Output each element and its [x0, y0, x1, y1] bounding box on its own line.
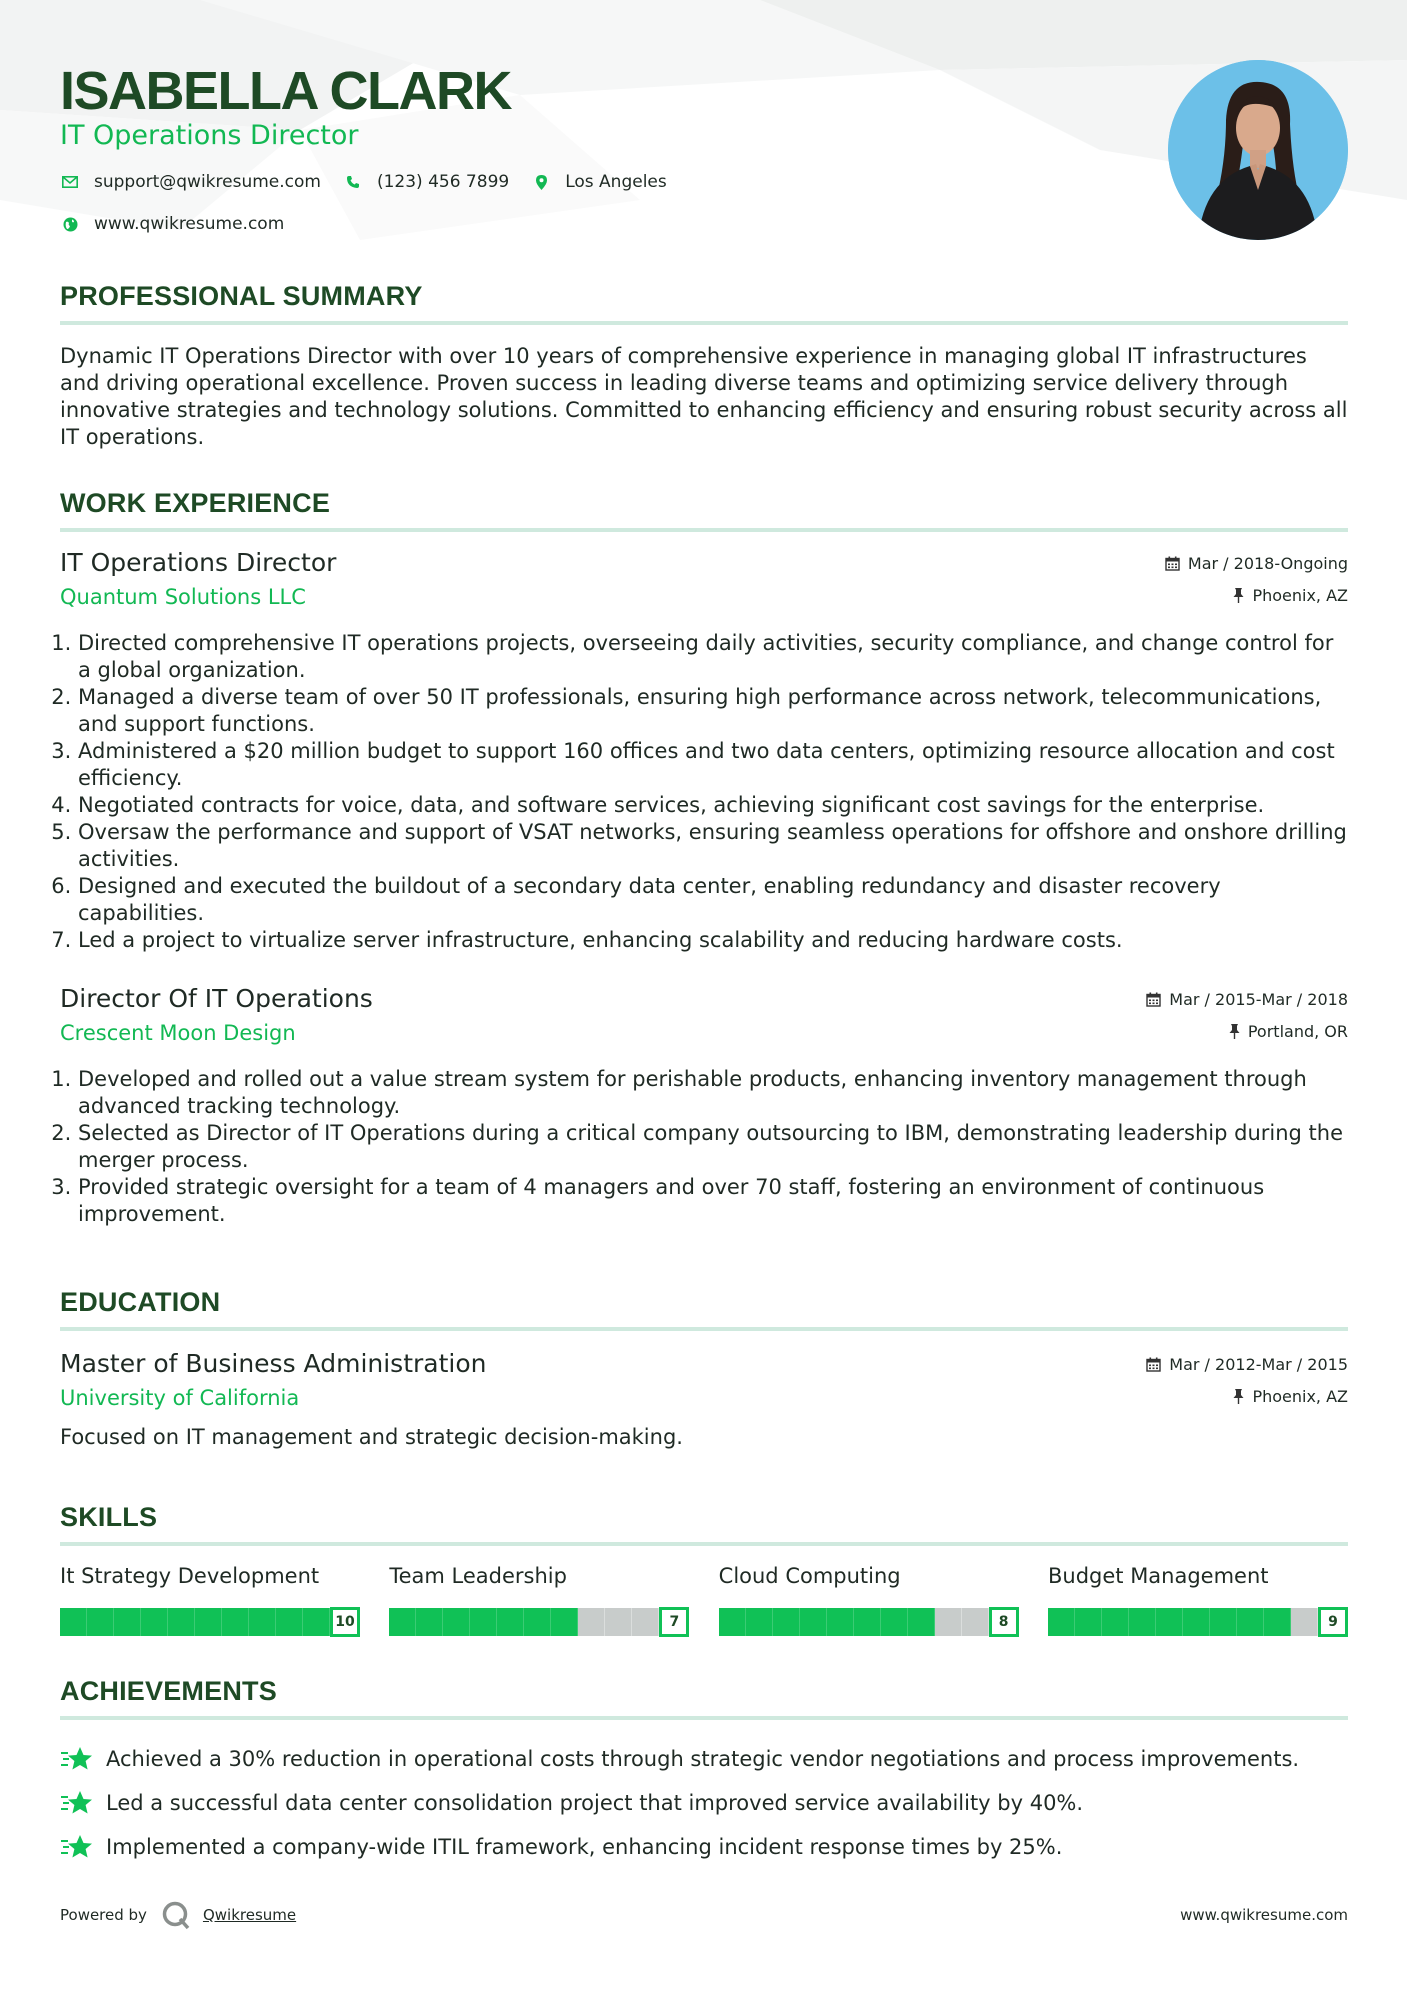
skill-item — [60, 1564, 360, 1638]
skill-track — [389, 1608, 689, 1636]
school-name: University of California — [60, 1386, 300, 1410]
skill-segment-filled — [881, 1608, 908, 1636]
education-dates: Mar / 2012-Mar / 2015 — [1146, 1355, 1348, 1374]
pushpin-icon — [1229, 1024, 1240, 1039]
skill-segment-filled — [470, 1608, 497, 1636]
job-company: Crescent Moon Design — [60, 1021, 296, 1045]
list-item: 2. Managed a diverse team of over 50 IT professionals, ensuring high performance across network, telecommunications, and support functions. — [78, 684, 1348, 738]
qwikresume-logo-icon — [161, 1900, 191, 1930]
contact-row-primary — [60, 172, 689, 192]
education-description: Focused on IT management and strategic decision-making. — [60, 1425, 683, 1449]
email-text: support@qwikresume.com — [94, 172, 321, 192]
skills-heading: SKILLS — [60, 1502, 158, 1532]
skill-segment-filled — [1210, 1608, 1237, 1636]
skill-segment-filled — [1264, 1608, 1291, 1636]
skill-segment-filled — [854, 1608, 881, 1636]
skill-item — [389, 1564, 689, 1638]
envelope-icon — [60, 172, 80, 192]
map-pin-icon — [531, 172, 551, 192]
skill-segment-filled — [249, 1608, 276, 1636]
skill-item — [1048, 1564, 1348, 1638]
achievements-heading: ACHIEVEMENTS — [60, 1676, 277, 1706]
skill-segment-filled — [1129, 1608, 1156, 1636]
skill-segment-filled — [114, 1608, 141, 1636]
list-item: 7. Led a project to virtualize server infrastructure, enhancing scalability and reducing hardware costs. — [78, 927, 1348, 954]
job-bullets — [60, 1066, 1348, 1228]
skill-segment-filled — [87, 1608, 114, 1636]
skill-item — [719, 1564, 1019, 1638]
skill-segment-filled — [1075, 1608, 1102, 1636]
list-item: 4. Negotiated contracts for voice, data, and software services, achieving significant cost savings for the enterprise. — [78, 792, 1348, 819]
skill-segment-filled — [168, 1608, 195, 1636]
list-item: 3. Administered a $20 million budget to support 160 offices and two data centers, optimizing resource allocation and cost efficiency. — [78, 738, 1348, 792]
summary-divider — [60, 321, 1348, 325]
footer-website[interactable]: www.qwikresume.com — [1180, 1906, 1348, 1924]
list-item: Implemented a company-wide ITIL framework, enhancing incident response times by 25%. — [60, 1825, 1348, 1869]
skill-segment-empty — [962, 1608, 989, 1636]
degree-title: Master of Business Administration — [60, 1349, 487, 1378]
contact-row-secondary — [60, 214, 306, 234]
skill-level-badge: 9 — [1318, 1607, 1348, 1637]
skill-name: Budget Management — [1047, 1564, 1269, 1588]
skill-segment-filled — [1156, 1608, 1183, 1636]
skill-segment-filled — [551, 1608, 578, 1636]
website-text: www.qwikresume.com — [94, 214, 285, 234]
list-item: 5. Oversaw the performance and support of VSAT networks, ensuring seamless operations for offshore and onshore drilling activities. — [78, 819, 1348, 873]
phone-icon — [343, 172, 363, 192]
skill-segment-filled — [416, 1608, 443, 1636]
list-item: 6. Designed and executed the buildout of a secondary data center, enabling redundancy and disaster recovery capabilities. — [78, 873, 1348, 927]
skills-list — [60, 1564, 1348, 1638]
skill-segment-filled — [746, 1608, 773, 1636]
skill-segment-filled — [1237, 1608, 1264, 1636]
skill-track — [60, 1608, 360, 1636]
contact-location — [531, 172, 667, 192]
experience-heading: WORK EXPERIENCE — [60, 488, 331, 518]
job-role: IT Operations Director — [60, 548, 337, 577]
calendar-icon — [1146, 1357, 1161, 1372]
job-location: Phoenix, AZ — [1233, 586, 1348, 605]
education-divider — [60, 1327, 1348, 1331]
skill-segment-filled — [524, 1608, 551, 1636]
skill-level-badge: 8 — [989, 1607, 1019, 1637]
skill-segment-filled — [303, 1608, 330, 1636]
pushpin-icon — [1233, 1389, 1244, 1404]
skill-segment-empty — [935, 1608, 962, 1636]
skill-rating-bar — [719, 1606, 1019, 1638]
skill-segment-filled — [1102, 1608, 1129, 1636]
job-location: Portland, OR — [1229, 1022, 1348, 1041]
calendar-icon — [1146, 992, 1161, 1007]
location-text: Los Angeles — [565, 172, 667, 192]
skill-rating-bar — [389, 1606, 689, 1638]
candidate-name: ISABELLA CLARK — [60, 61, 511, 121]
page-footer — [60, 1900, 1348, 1930]
globe-icon — [60, 214, 80, 234]
skill-name: Team Leadership — [389, 1564, 567, 1588]
star-icon — [60, 1788, 94, 1818]
contact-email[interactable] — [60, 172, 321, 192]
skill-segment-filled — [141, 1608, 168, 1636]
skill-segment-empty — [605, 1608, 632, 1636]
skill-track — [719, 1608, 1019, 1636]
skill-segment-filled — [827, 1608, 854, 1636]
job-role: Director Of IT Operations — [60, 984, 373, 1013]
list-item: 2. Selected as Director of IT Operations during a critical company outsourcing to IBM, demonstrating leadership during the merger process. — [78, 1120, 1348, 1174]
experience-divider — [60, 528, 1348, 532]
skill-segment-filled — [276, 1608, 303, 1636]
skill-segment-filled — [1183, 1608, 1210, 1636]
calendar-icon — [1165, 556, 1180, 571]
list-item: 3. Provided strategic oversight for a team of 4 managers and over 70 staff, fostering an environment of continuous improvement. — [78, 1174, 1348, 1228]
skill-segment-filled — [60, 1608, 87, 1636]
skill-segment-filled — [773, 1608, 800, 1636]
skill-name: Cloud Computing — [718, 1564, 901, 1588]
job-bullets — [60, 630, 1348, 954]
phone-text: (123) 456 7899 — [376, 172, 510, 192]
education-location: Phoenix, AZ — [1233, 1387, 1348, 1406]
skill-level-badge: 7 — [659, 1607, 689, 1637]
achievements-list — [60, 1737, 1348, 1869]
star-icon — [60, 1744, 94, 1774]
job-company: Quantum Solutions LLC — [60, 585, 306, 609]
job-dates: Mar / 2015-Mar / 2018 — [1146, 990, 1348, 1009]
list-item: 1. Developed and rolled out a value stream system for perishable products, enhancing inventory management through advanced tracking technology. — [78, 1066, 1348, 1120]
skills-divider — [60, 1542, 1348, 1546]
skill-level-badge: 10 — [330, 1607, 360, 1637]
skill-segment-empty — [632, 1608, 659, 1636]
star-icon — [60, 1832, 94, 1862]
skill-rating-bar — [60, 1606, 360, 1638]
skill-segment-filled — [719, 1608, 746, 1636]
skill-segment-filled — [389, 1608, 416, 1636]
skill-segment-filled — [222, 1608, 249, 1636]
summary-heading: PROFESSIONAL SUMMARY — [60, 281, 423, 311]
list-item: Achieved a 30% reduction in operational costs through strategic vendor negotiations and process improvements. — [60, 1737, 1348, 1781]
contact-website[interactable] — [60, 214, 284, 234]
skill-segment-empty — [1291, 1608, 1318, 1636]
skill-rating-bar — [1048, 1606, 1348, 1638]
skill-segment-filled — [908, 1608, 935, 1636]
skill-segment-filled — [195, 1608, 222, 1636]
profile-photo — [1168, 60, 1348, 240]
footer-branding — [60, 1900, 296, 1930]
skill-name: It Strategy Development — [60, 1564, 320, 1588]
powered-by-label: Powered by — [60, 1906, 147, 1924]
brand-link[interactable]: Qwikresume — [202, 1906, 297, 1924]
skill-track — [1048, 1608, 1348, 1636]
pushpin-icon — [1233, 588, 1244, 603]
skill-segment-filled — [497, 1608, 524, 1636]
skill-segment-empty — [578, 1608, 605, 1636]
skill-segment-filled — [1048, 1608, 1075, 1636]
skill-segment-filled — [443, 1608, 470, 1636]
list-item: Led a successful data center consolidation project that improved service availability by 40%. — [60, 1781, 1348, 1825]
summary-text: Dynamic IT Operations Director with over 10 years of comprehensive experience in managing global IT infrastructures and driving operational excellence. Proven success in leading diverse teams and optimizing service delivery through innovative strategies and technology solutions. Committed to enhancing efficiency and ensuring robust security across all IT operations. — [60, 344, 1348, 449]
list-item: 1. Directed comprehensive IT operations projects, overseeing daily activities, security compliance, and change control for a global organization. — [78, 630, 1348, 684]
achievements-divider — [60, 1716, 1348, 1720]
job-dates: Mar / 2018-Ongoing — [1165, 554, 1348, 573]
skill-segment-filled — [800, 1608, 827, 1636]
candidate-title: IT Operations Director — [60, 120, 359, 151]
contact-phone[interactable] — [343, 172, 509, 192]
education-heading: EDUCATION — [60, 1287, 221, 1317]
